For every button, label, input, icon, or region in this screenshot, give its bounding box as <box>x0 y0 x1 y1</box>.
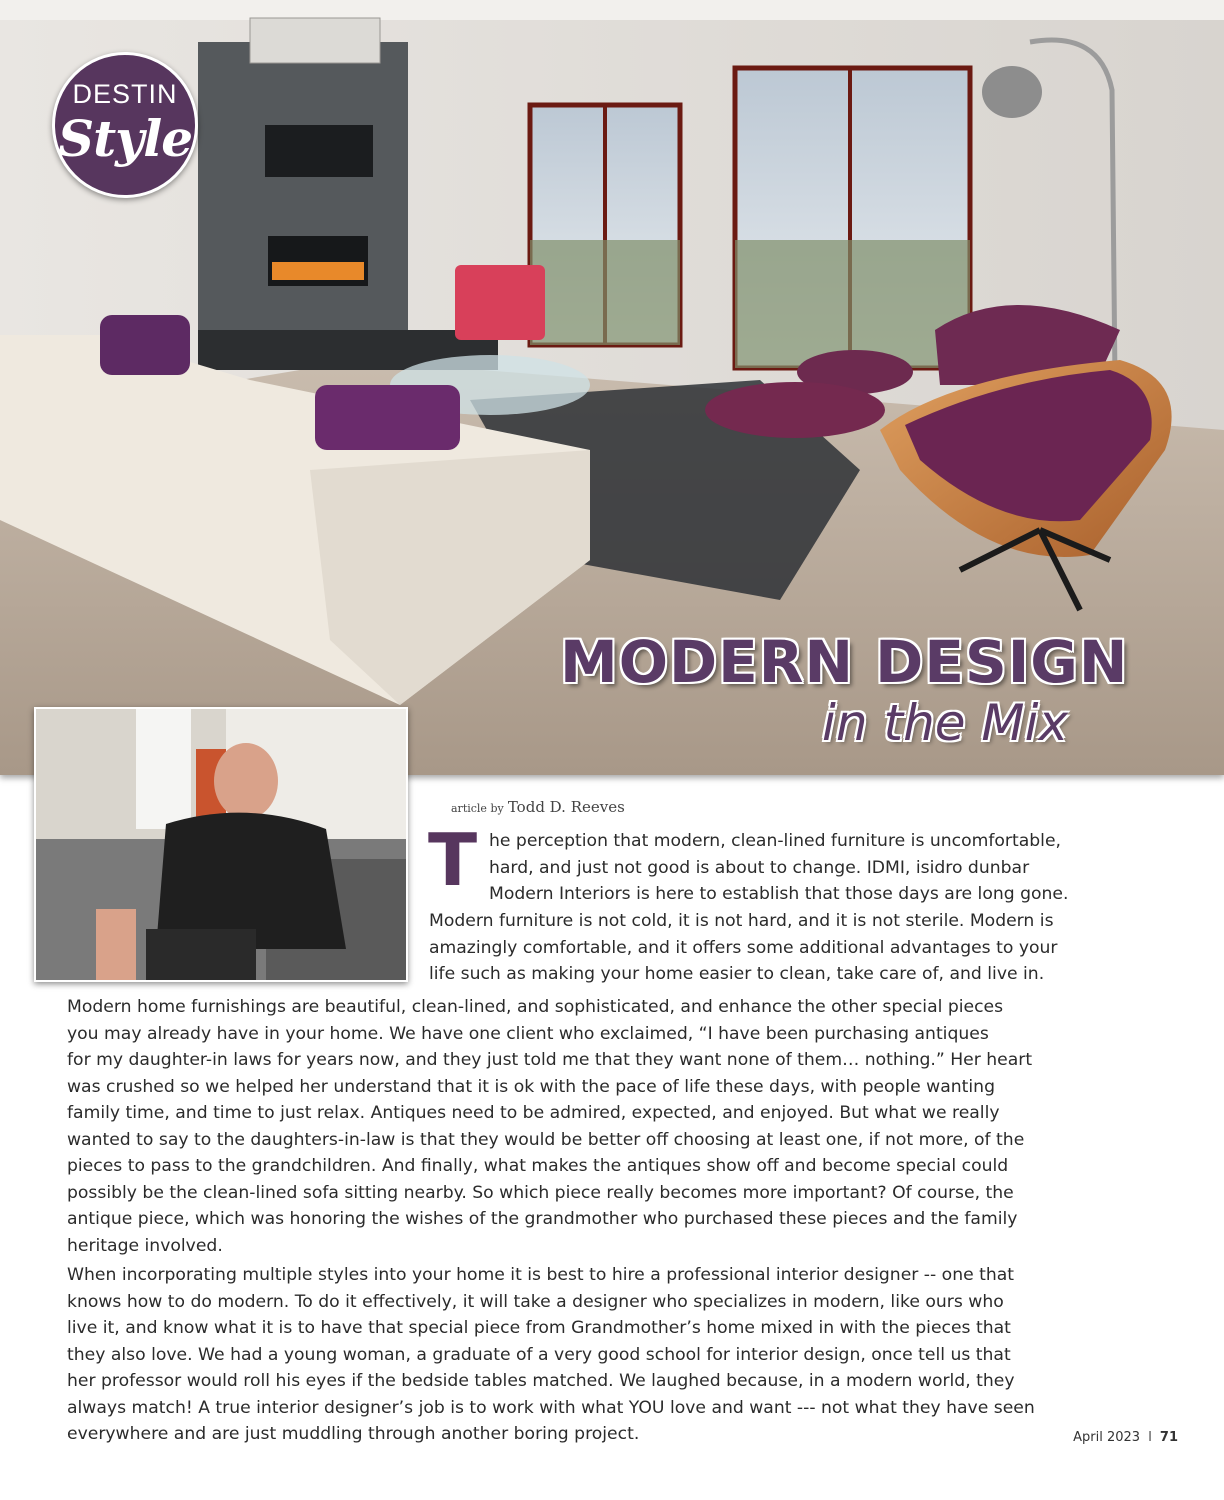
text-line: they also love. We had a young woman, a graduate of a very good school for interior design, once tell us that <box>67 1344 1011 1365</box>
text-line: he perception that modern, clean-lined furniture is uncomfortable, <box>489 831 1061 851</box>
text-line: antique piece, which was honoring the wishes of the grandmother who purchased these pieces and the family <box>67 1209 1018 1229</box>
text-line: for my daughter-in laws for years now, and they just told me that they want none of them… nothing.” Her heart <box>67 1050 1033 1070</box>
text-line: always match! A true interior designer’s job is to work with what YOU love and want --- not what they have seen <box>67 1397 1035 1418</box>
page-number: 71 <box>1159 1430 1178 1445</box>
fire <box>272 262 364 280</box>
text-line: Modern home furnishings are beautiful, clean-lined, and sophisticated, and enhance the other special pieces <box>67 997 1004 1017</box>
paragraph-2 <box>67 994 1032 1259</box>
badge-top-text: DESTIN <box>72 79 178 109</box>
person-shirt <box>156 813 346 949</box>
destin-style-badge <box>52 52 198 198</box>
purple-pillow <box>100 315 190 375</box>
byline-author: Todd D. Reeves <box>507 798 625 816</box>
text-line: amazingly comfortable, and it offers some additional advantages to your <box>429 937 1058 958</box>
drop-cap: T <box>428 818 478 902</box>
text-line: everywhere and are just muddling through another boring project. <box>67 1424 640 1444</box>
ottoman <box>705 382 885 438</box>
portrait-illustration <box>36 709 408 982</box>
headline <box>560 628 1200 752</box>
person-head <box>214 743 278 819</box>
paragraph-3 <box>67 1262 1035 1448</box>
pink-chair <box>455 265 545 340</box>
text-line: knows how to do modern. To do it effectively, it will take a designer who specializes in modern, like ours who <box>67 1291 1004 1312</box>
text-line: family time, and time to just relax. Antiques need to be admired, expected, and enjoyed. But what we really <box>67 1103 1000 1123</box>
tv <box>265 125 373 177</box>
headline-subtitle: in the Mix <box>822 694 1069 752</box>
text-line: pieces to pass to the grandchildren. And finally, what makes the antiques show off and become special could <box>67 1156 1009 1176</box>
author-portrait-photo <box>34 707 408 982</box>
text-line: was crushed so we helped her understand that it is ok with the pace of life these days, with people wanting <box>67 1076 995 1097</box>
text-line: Modern furniture is not cold, it is not hard, and it is not sterile. Modern is <box>429 911 1054 931</box>
purple-pillow <box>315 385 460 450</box>
byline <box>451 798 625 816</box>
text-line: When incorporating multiple styles into your home it is best to hire a professional interior designer -- one that <box>67 1265 1015 1285</box>
text-line: life such as making your home easier to clean, take care of, and live in. <box>429 964 1045 984</box>
page-footer <box>1073 1430 1178 1445</box>
text-line: possibly be the clean-lined sofa sitting nearby. So which piece really becomes more important? Of course, the <box>67 1182 1014 1203</box>
text-line: live it, and know what it is to have that special piece from Grandmother’s home mixed in with the pieces that <box>67 1318 1011 1338</box>
paragraph-1-lead <box>489 828 1068 908</box>
issue-date: April 2023 <box>1073 1430 1141 1445</box>
text-line: you may already have in your home. We have one client who exclaimed, “I have been purchasing antiques <box>67 1023 989 1044</box>
fireplace-wall <box>198 42 408 352</box>
badge-bottom-text: Style <box>57 109 193 168</box>
text-line: her professor would roll his eyes if the bedside tables matched. We laughed because, in a modern world, they <box>67 1371 1015 1391</box>
text-line: Modern Interiors is here to establish that those days are long gone. <box>489 884 1069 904</box>
byline-label: article by <box>451 802 504 815</box>
headline-title: MODERN DESIGN <box>560 628 1129 696</box>
paragraph-1-rest <box>429 908 1057 988</box>
text-line: wanted to say to the daughters-in-law is that they would be better off choosing at least one, if not more, of the <box>67 1129 1025 1150</box>
text-line: heritage involved. <box>67 1235 223 1256</box>
text-line: hard, and just not good is about to change. IDMI, isidro dunbar <box>489 857 1030 878</box>
footer-separator: I <box>1148 1430 1152 1445</box>
